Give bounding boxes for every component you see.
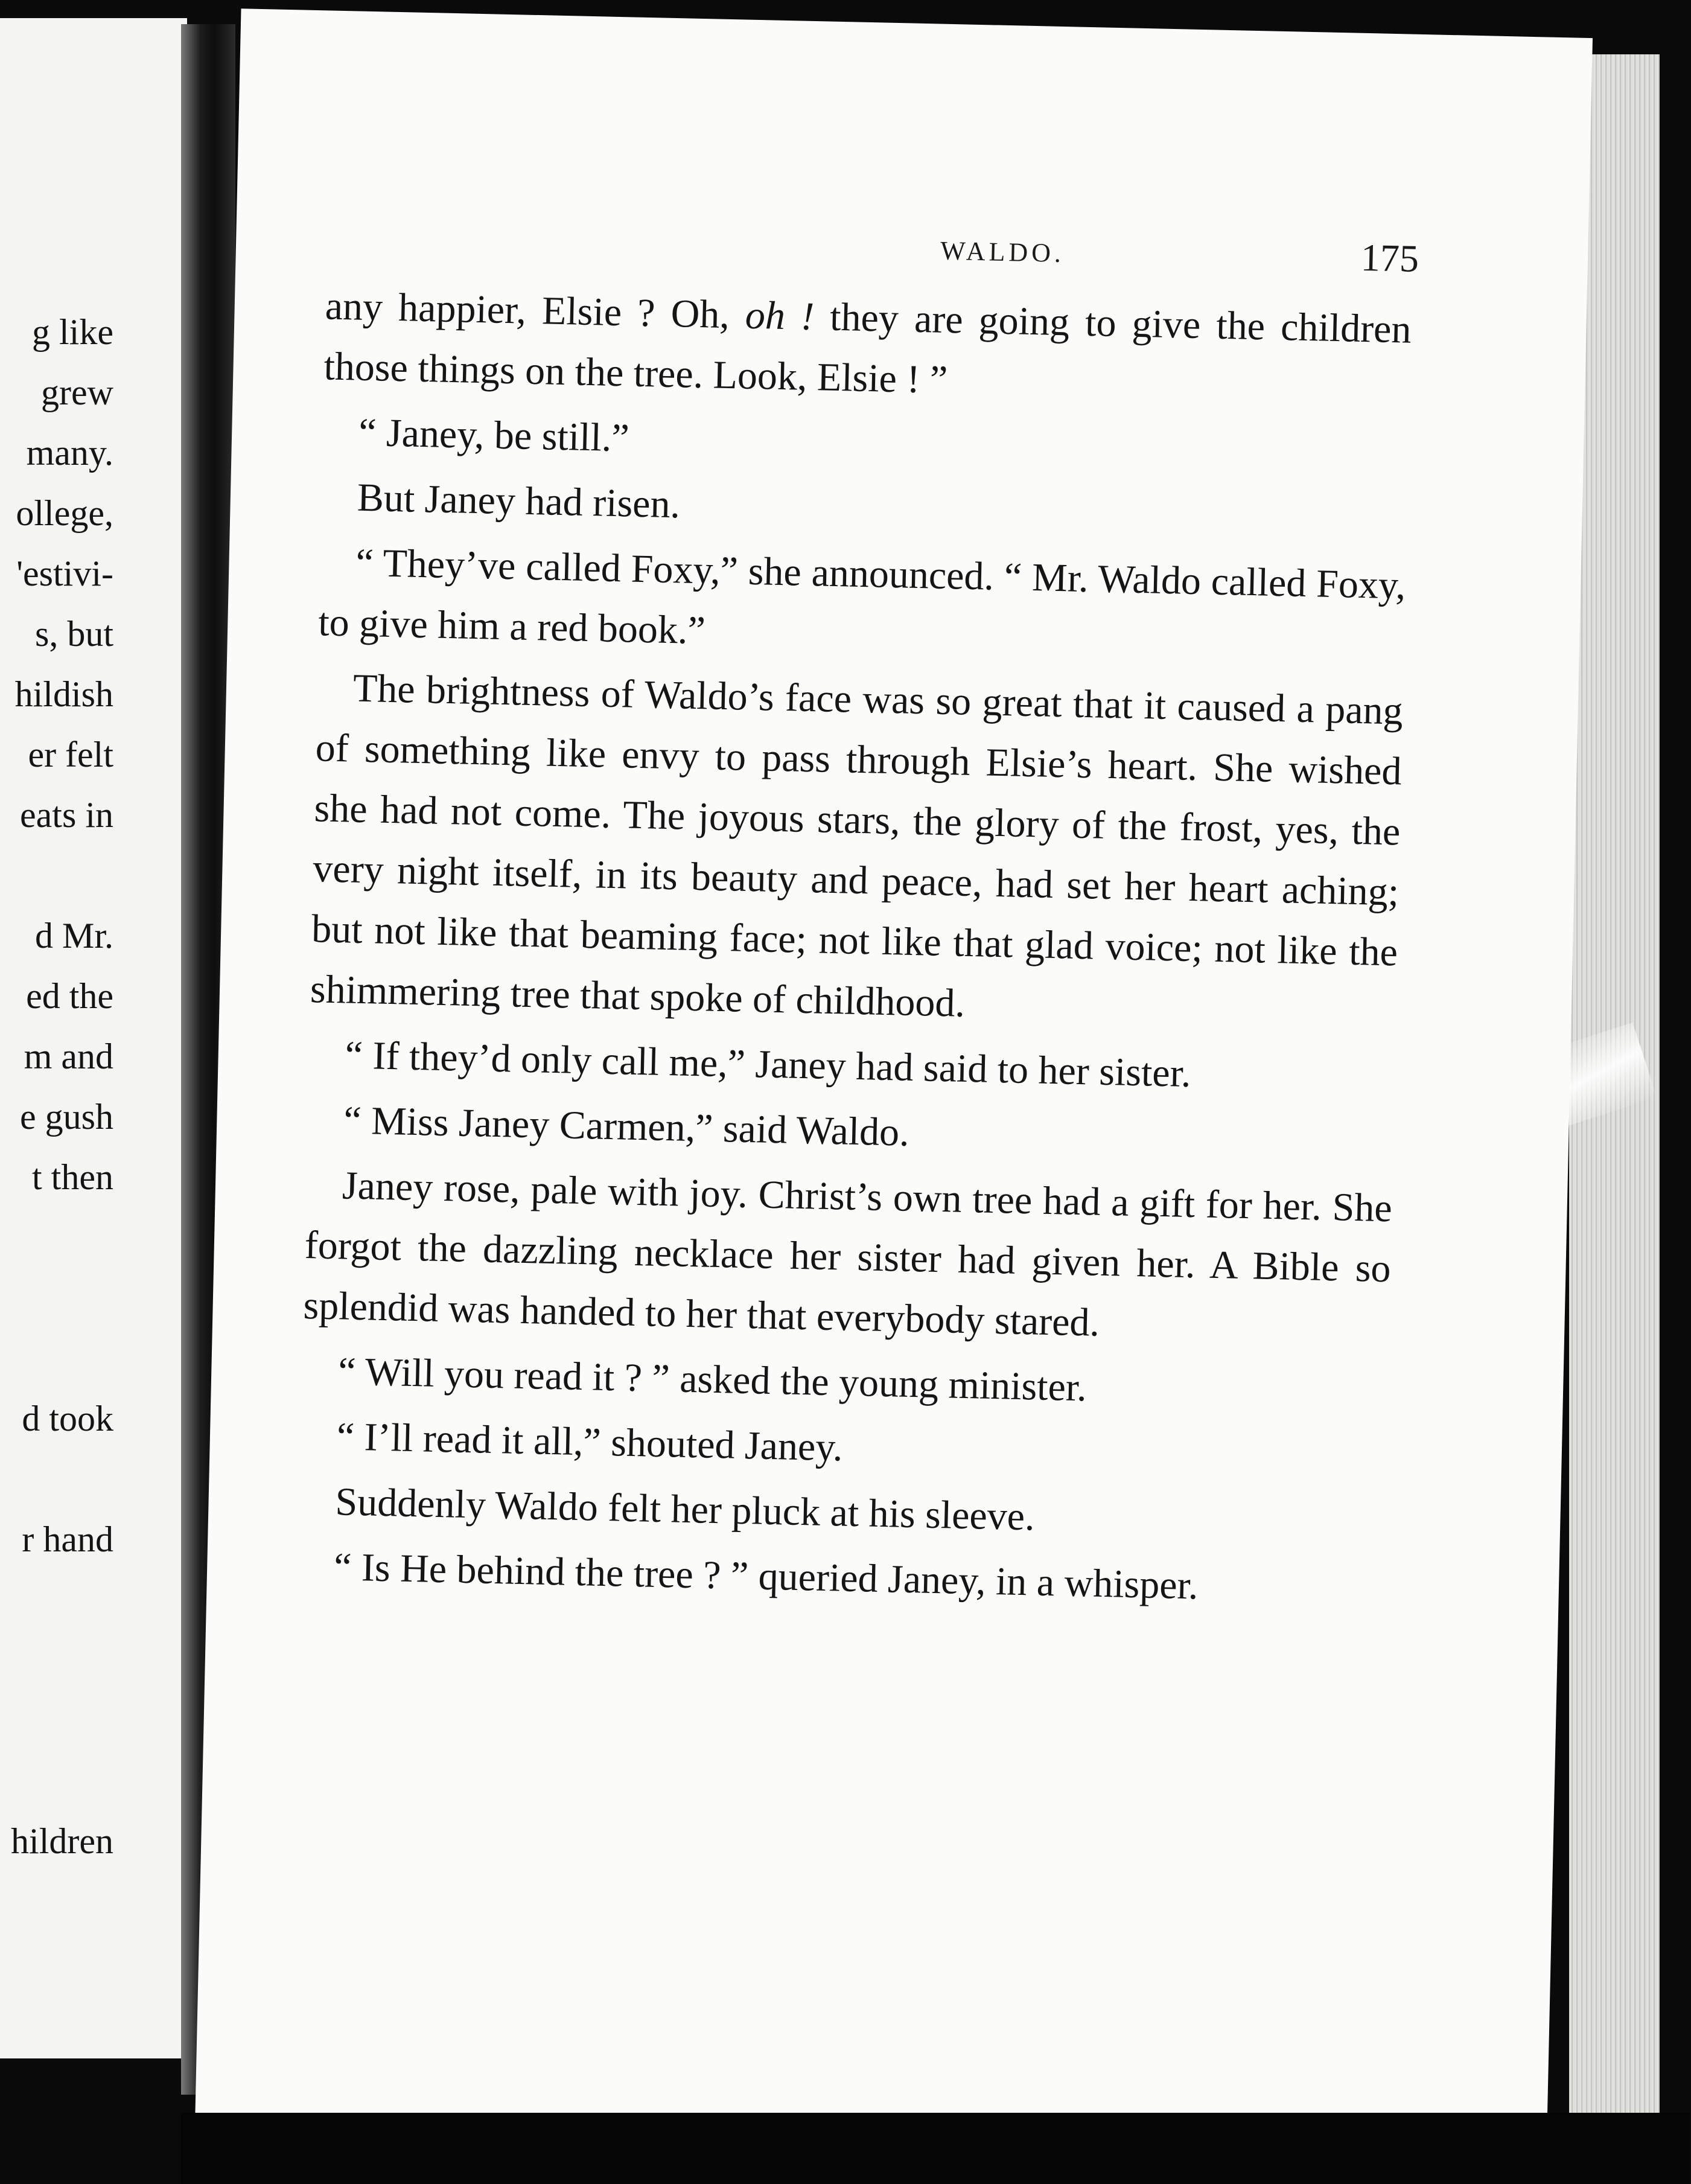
left-fragment-line: d Mr. [34, 916, 113, 956]
left-fragment-line: ollege, [16, 493, 113, 533]
left-fragment-line: m and [24, 1036, 113, 1076]
left-fragment-line: eats in [20, 795, 113, 835]
page-number: 175 [1360, 235, 1419, 280]
paragraph [317, 532, 1406, 676]
paragraph-text: any happier, Elsie ? Oh, [325, 284, 746, 337]
left-fragment-line: s, but [34, 614, 113, 654]
left-fragment-line: e gush [20, 1097, 113, 1137]
left-fragment-line: hildish [14, 674, 113, 714]
italic-text: oh ! [745, 293, 815, 339]
scan-bottom-shadow [181, 2113, 1690, 2184]
left-fragment-line: er felt [28, 735, 113, 774]
paragraph-text: “ They’ve called Foxy,” she announced. “ Mr. Waldo called Foxy, to give him a red book.” [317, 540, 1406, 653]
running-head: WALDO. [940, 235, 1065, 269]
left-fragment-line: grew [41, 372, 113, 412]
paragraph-text: But Janey had risen. [357, 475, 681, 527]
left-page [0, 18, 187, 2058]
left-fragment-line: 'estivi- [16, 554, 113, 593]
paragraph [310, 657, 1404, 1043]
body-text [297, 276, 1412, 1620]
paragraph-text: “ If they’d only call me,” Janey had said to her sister. [344, 1033, 1192, 1096]
paragraph-text: Suddenly Waldo felt her pluck at his sleeve. [334, 1480, 1036, 1539]
paragraph-text: The brightness of Waldo’s face was so great that it caused a pang of something like envy to pass through Elsie’s heart. She wished she had not come. The joyous stars, the glory of the frost, yes, the very night itself, in its beauty and peace, had set her heart aching; but not like that beaming face; not like that glad voice; not like the shimmering tree that spoke of childhood. [310, 666, 1404, 1026]
left-fragment-line: ed the [26, 976, 113, 1016]
paragraph-text: they are going to give the children those things on the tree. Look, Elsie ! ” [323, 295, 1412, 402]
paragraph-text: “ Miss Janey Carmen,” said Waldo. [343, 1098, 910, 1155]
paragraph [303, 1155, 1393, 1359]
left-fragment-line: r hand [22, 1519, 113, 1559]
left-fragment-line: g like [32, 312, 113, 352]
left-fragment-line: many. [26, 433, 113, 473]
paragraph-text: “ Will you read it ? ” asked the young minister. [337, 1349, 1088, 1410]
left-fragment-line: hildren [11, 1821, 113, 1861]
paragraph-text: “ I’ll read it all,” shouted Janey. [336, 1414, 844, 1470]
paragraph-text: “ Is He behind the tree ? ” queried Janey, in a whisper. [333, 1545, 1199, 1608]
left-fragment-line: d took [22, 1399, 113, 1438]
right-page [195, 8, 1593, 2150]
left-fragment-line: t then [32, 1157, 113, 1197]
paragraph-text: “ Janey, be still.” [358, 410, 630, 461]
paragraph [323, 276, 1412, 420]
paragraph-text: Janey rose, pale with joy. Christ’s own tree had a gift for her. She forgot the dazzling necklace her sister had given her. A Bible so splendid was handed to her that everybody stared. [302, 1163, 1393, 1345]
